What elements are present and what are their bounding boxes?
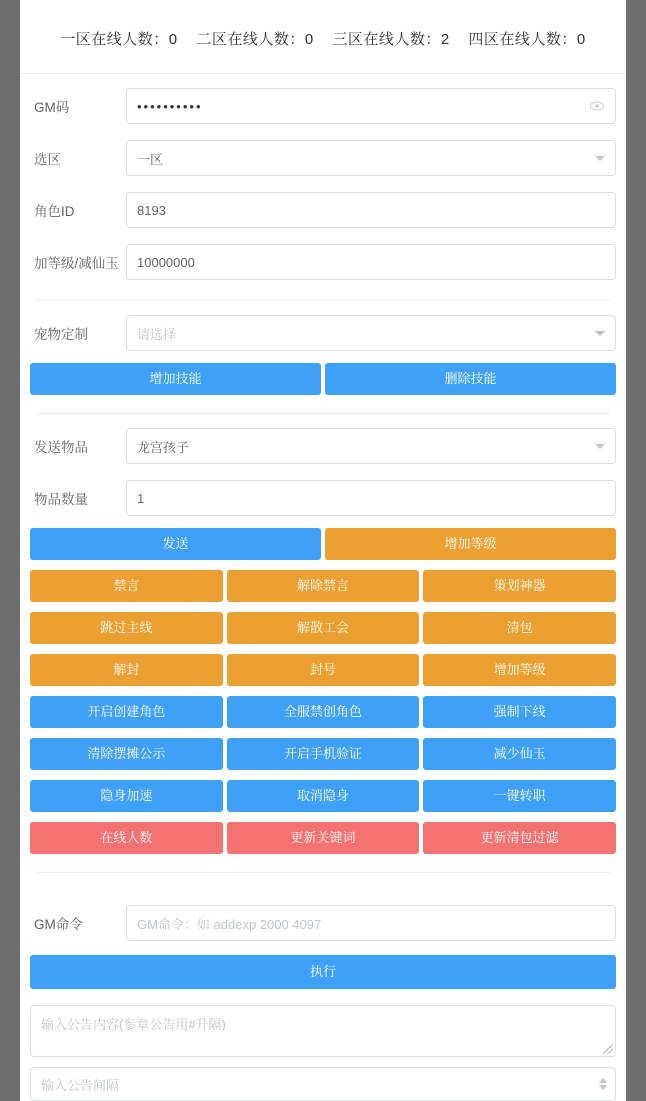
skill-button-row [30,363,616,395]
gm-code-row [30,86,616,126]
action-row-5 [30,738,616,770]
gm-code-value: •••••••••• [137,98,203,114]
eye-icon[interactable] [589,98,605,114]
action-row-1 [30,570,616,602]
notice-interval-input[interactable] [30,1067,616,1101]
ban-button[interactable]: 封号 [227,654,420,686]
resize-handle-icon[interactable] [603,1044,613,1054]
role-id-row [30,190,616,230]
form-area [20,86,626,1101]
cancel-stealth-button[interactable]: 取消隐身 [227,780,420,812]
skip-main-quest-button[interactable]: 跳过主线 [30,612,223,644]
disable-create-role-button[interactable]: 全服禁创角色 [227,696,420,728]
chevron-down-icon [595,156,605,161]
chevron-down-icon [595,444,605,449]
status-zone-3: 三区在线人数：2 [332,31,450,48]
send-item-label: 发送物品 [34,440,88,455]
item-count-value: 1 [137,490,145,506]
one-key-job-change-button[interactable]: 一键转职 [423,780,616,812]
level-jade-row [30,242,616,282]
mute-button[interactable]: 禁言 [30,570,223,602]
role-id-value: 8193 [137,202,166,218]
role-id-label: 角色ID [34,204,75,219]
force-logout-button[interactable]: 强制下线 [423,696,616,728]
pet-custom-placeholder: 请选择 [137,326,177,342]
action-row-7 [30,822,616,854]
action-row-6 [30,780,616,812]
unban-button[interactable]: 解封 [30,654,223,686]
divider-2 [36,413,610,414]
action-row-3 [30,654,616,686]
delete-skill-button[interactable]: 删除技能 [325,363,616,395]
action-row-2 [30,612,616,644]
stepper-icon[interactable] [599,1078,607,1090]
stealth-speed-button[interactable]: 隐身加速 [30,780,223,812]
notice-content-textarea[interactable] [30,1005,616,1057]
reduce-jade-button[interactable]: 减少仙玉 [423,738,616,770]
pet-custom-label: 宠物定制 [34,327,88,342]
send-button-row [30,528,616,560]
zone-value: 一区 [137,151,164,167]
chevron-down-icon [595,331,605,336]
update-keyword-button[interactable]: 更新关键词 [227,822,420,854]
gm-code-label: GM码 [34,100,70,115]
add-skill-button[interactable]: 增加技能 [30,363,321,395]
send-item-select[interactable] [126,428,616,464]
gm-command-label: GM命令 [34,917,83,932]
zone-select[interactable] [126,140,616,176]
enable-create-role-button[interactable]: 开启创建角色 [30,696,223,728]
gm-command-input[interactable] [126,905,616,941]
item-count-row [30,478,616,518]
pet-custom-row [30,313,616,353]
enable-phone-verify-button[interactable]: 开启手机验证 [227,738,420,770]
notice-content-placeholder: 输入公告内容(参章公告用#升隔) [41,1017,226,1032]
divider-1 [36,300,610,301]
level-jade-value: 10000000 [137,254,195,270]
gm-code-input[interactable] [126,88,616,124]
status-zone-4: 四区在线人数：0 [468,31,586,48]
add-level-button[interactable]: 增加等级 [325,528,616,560]
update-clear-filter-button[interactable]: 更新清包过滤 [423,822,616,854]
action-row-4 [30,696,616,728]
role-id-input[interactable] [126,192,616,228]
spacer [30,877,616,891]
online-status-bar [20,0,626,74]
app-page [20,0,626,1101]
clear-stall-notice-button[interactable]: 清除摆摊公示 [30,738,223,770]
item-count-label: 物品数量 [34,492,88,507]
gm-command-placeholder: GM命令：如 addexp 2000 4097 [137,916,322,932]
status-zone-2: 二区在线人数：0 [196,31,314,48]
execute-button[interactable]: 执行 [30,955,616,989]
divider-3 [36,872,610,873]
planner-artifact-button[interactable]: 策划神器 [423,570,616,602]
disband-guild-button[interactable]: 解散工会 [227,612,420,644]
gm-command-row [30,903,616,943]
send-item-value: 龙宫孩子 [137,439,190,455]
pet-custom-select[interactable] [126,315,616,351]
zone-select-row [30,138,616,178]
notice-interval-placeholder: 输入公告间隔 [41,1077,120,1093]
unmute-button[interactable]: 解除禁言 [227,570,420,602]
level-jade-input[interactable] [126,244,616,280]
level-jade-label: 加等级/减仙玉 [34,256,119,271]
clear-bag-button[interactable]: 清包 [423,612,616,644]
increase-level-button[interactable]: 增加等级 [423,654,616,686]
online-count-button[interactable]: 在线人数 [30,822,223,854]
zone-label: 选区 [34,152,61,167]
status-zone-1: 一区在线人数：0 [60,31,178,48]
item-count-input[interactable] [126,480,616,516]
send-item-row [30,426,616,466]
send-button[interactable]: 发送 [30,528,321,560]
